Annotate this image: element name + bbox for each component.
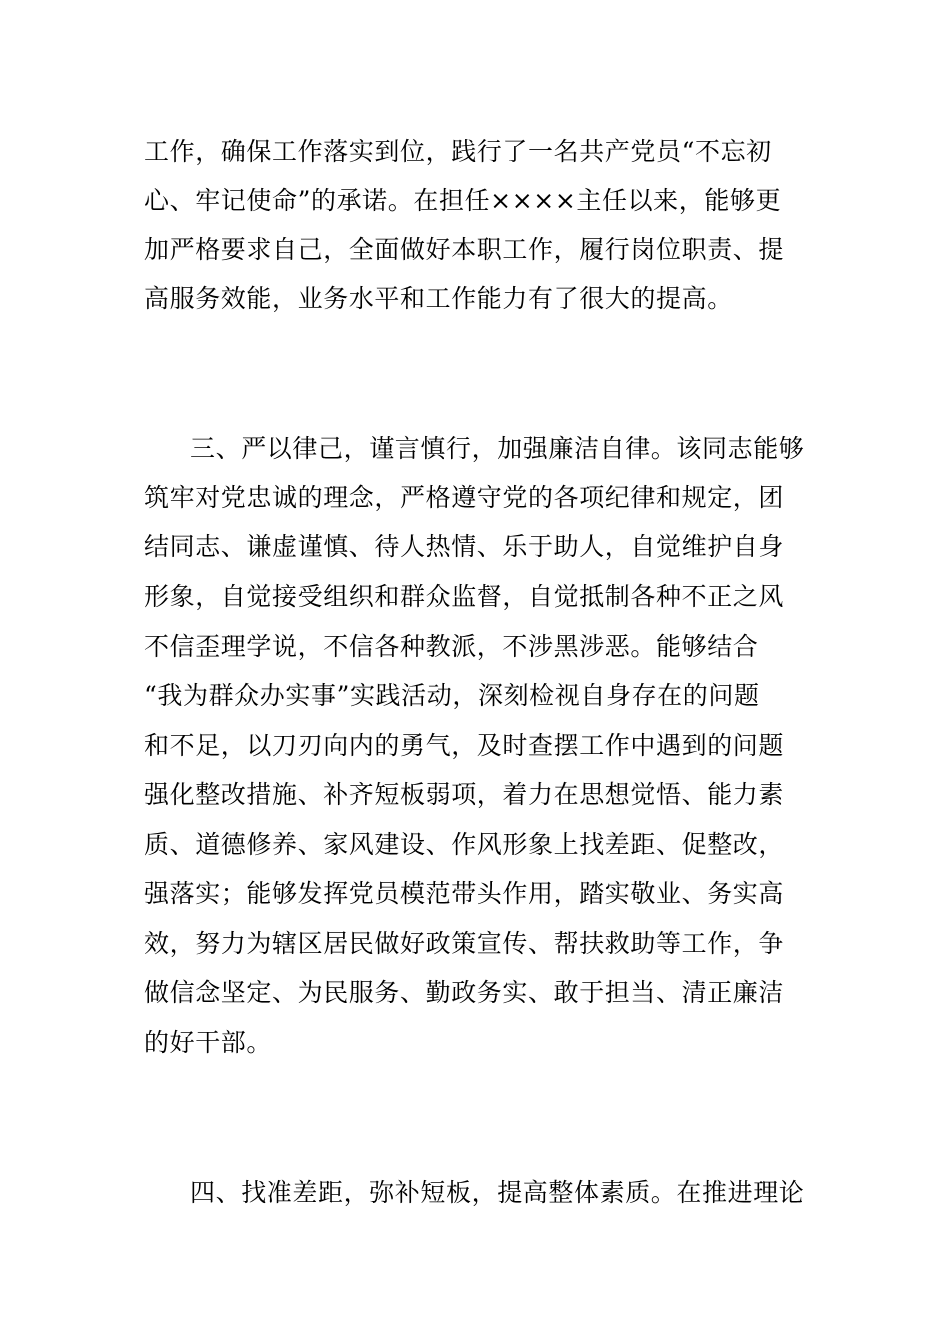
text-line: 筑牢对党忠诚的理念，严格遵守党的各项纪律和规定，团 [144,483,785,512]
text-line: 做信念坚定、为民服务、勤政务实、敢于担当、清正廉洁 [144,978,785,1007]
text-line: 质、道德修养、家风建设、作风形象上找差距、促整改， [144,830,785,859]
text-line: 效，努力为辖区居民做好政策宣传、帮扶救助等工作，争 [144,929,785,958]
text-line: 结同志、谦虚谨慎、待人热情、乐于助人，自觉维护自身 [144,532,785,561]
text-line: 心、牢记使命”的承诺。在担任××××主任以来，能够更 [144,186,782,215]
text-line: 高服务效能，业务水平和工作能力有了很大的提高。 [144,284,733,313]
text-line: 工作，确保工作落实到位，践行了一名共产党员“不忘初 [144,137,772,166]
text-line: 强化整改措施、补齐短板弱项，着力在思想觉悟、能力素 [144,780,785,809]
text-line: 形象，自觉接受组织和群众监督，自觉抵制各种不正之风 [144,582,785,611]
section-heading-line: 三、严以律己，谨言慎行，加强廉洁自律。该同志能够 [190,434,805,463]
text-line: 的好干部。 [144,1028,273,1057]
text-line: 和不足，以刀刃向内的勇气，及时查摆工作中遇到的问题 [144,731,785,760]
text-line: “我为群众办实事”实践活动，深刻检视自身存在的问题 [144,681,760,710]
text-line: 加严格要求自己，全面做好本职工作，履行岗位职责、提 [144,235,785,264]
text-line: 不信歪理学说，不信各种教派，不涉黑涉恶。能够结合 [144,632,759,661]
text-line: 强落实；能够发挥党员模范带头作用，踏实敬业、务实高 [144,879,785,908]
section-heading-line: 四、找准差距，弥补短板，提高整体素质。在推进理论 [190,1178,805,1207]
